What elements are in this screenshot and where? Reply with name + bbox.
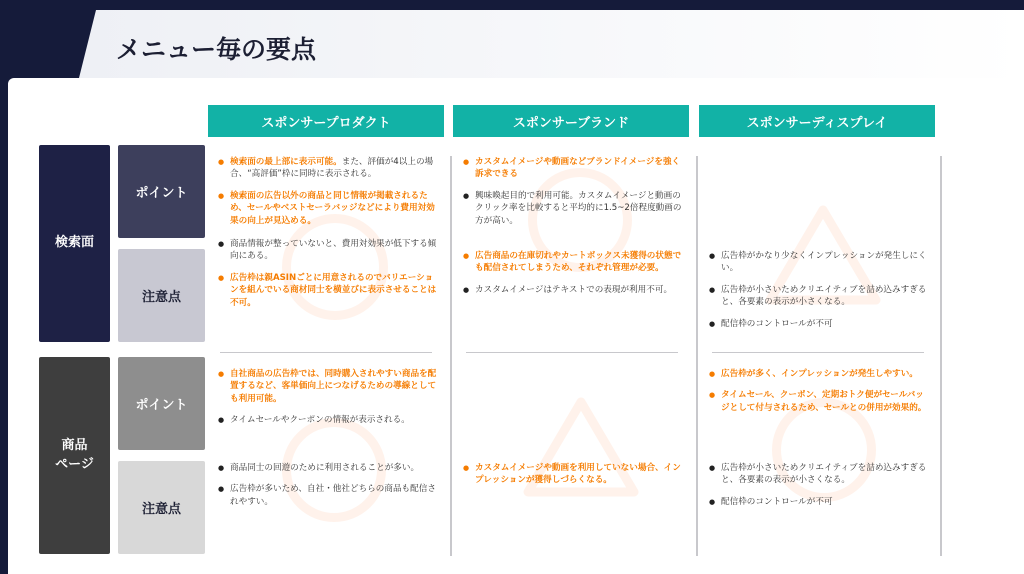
list-item: ● 広告枠が小さいためクリエイティブを詰め込みすぎると、各要素の表示が小さくなる。 bbox=[709, 284, 931, 309]
list-item: ● カスタムイメージや動画などブランドイメージを強く訴求できる bbox=[463, 156, 685, 181]
list-item: ● 広告枠が多いため、自社・他社どちらの商品も配信されやすい。 bbox=[218, 483, 440, 508]
list-item: ● 広告枠は親ASINごとに用意されるのでバリエーションを組んでいる商材同士を横並びに表示させることは不可。 bbox=[218, 272, 440, 309]
sub-label-search-caution: 注意点 bbox=[118, 249, 205, 342]
page-title: メニュー毎の要点 bbox=[116, 35, 317, 64]
row-divider bbox=[220, 352, 432, 353]
section-label-product: 商品 ページ bbox=[39, 357, 110, 554]
row-divider bbox=[466, 352, 678, 353]
column-header-sponsored-brands: スポンサーブランド bbox=[453, 105, 689, 137]
list-item: ● タイムセールやクーポンの情報が表示される。 bbox=[218, 414, 440, 426]
list-item: ● 商品情報が整っていないと、費用対効果が低下する傾向にある。 bbox=[218, 238, 440, 263]
cell-sb-search-caution bbox=[463, 250, 685, 305]
list-item: ● 興味喚起目的で利用可能。カスタムイメージと動画のクリック率を比較すると平均的に1.5~2倍程度動画の方が高い。 bbox=[463, 190, 685, 227]
cell-sb-search-point bbox=[463, 156, 685, 236]
list-item: ● 配信枠のコントロールが不可 bbox=[709, 496, 931, 508]
list-item: ● 配信枠のコントロールが不可 bbox=[709, 318, 931, 330]
column-header-sponsored-products: スポンサープロダクト bbox=[208, 105, 444, 137]
list-item: ● カスタムイメージはテキストでの表現が利用不可。 bbox=[463, 284, 685, 296]
column-header-sponsored-display: スポンサーディスプレイ bbox=[699, 105, 935, 137]
list-item: ● タイムセール、クーポン、定期おトク便がセールバッジとして付与されるため、セールとの併用が効果的。 bbox=[709, 389, 931, 414]
list-item: ● 商品同士の回遊のために利用されることが多い。 bbox=[218, 462, 440, 474]
cell-sp-search-point bbox=[218, 156, 440, 236]
column-divider bbox=[450, 156, 452, 556]
sub-label-product-caution: 注意点 bbox=[118, 461, 205, 554]
cell-sd-product-caution bbox=[709, 462, 931, 517]
cell-sp-product-point bbox=[218, 368, 440, 436]
list-item: ● 広告商品の在庫切れやカートボックス未獲得の状態でも配信されてしまうため、それぞれ管理が必要。 bbox=[463, 250, 685, 275]
sub-label-product-point: ポイント bbox=[118, 357, 205, 450]
row-divider bbox=[712, 352, 924, 353]
list-item: ● 検索面の最上部に表示可能。また、評価が4以上の場合、“高評価”枠に同時に表示される。 bbox=[218, 156, 440, 181]
section-label-search: 検索面 bbox=[39, 145, 110, 342]
list-item: ● 広告枠が多く、インプレッションが発生しやすい。 bbox=[709, 368, 931, 380]
list-item: ● 検索面の広告以外の商品と同じ情報が掲載されるため、セールやベストセーラバッジなどにより費用対効果の向上が見込める。 bbox=[218, 190, 440, 227]
cell-sp-search-caution bbox=[218, 238, 440, 318]
cell-sp-product-caution bbox=[218, 462, 440, 517]
cell-sd-search-caution bbox=[709, 250, 931, 339]
list-item: ● 広告枠がかなり少なくインプレッションが発生しにくい。 bbox=[709, 250, 931, 275]
cell-sd-product-point bbox=[709, 368, 931, 423]
column-divider bbox=[696, 156, 698, 556]
sub-label-search-point: ポイント bbox=[118, 145, 205, 238]
column-divider bbox=[940, 156, 942, 556]
list-item: ● 広告枠が小さいためクリエイティブを詰め込みすぎると、各要素の表示が小さくなる。 bbox=[709, 462, 931, 487]
cell-sb-product-caution bbox=[463, 462, 685, 496]
list-item: ● カスタムイメージや動画を利用していない場合、インプレッションが獲得しづらくなる。 bbox=[463, 462, 685, 487]
list-item: ● 自社商品の広告枠では、同時購入されやすい商品を配置するなど、客単価向上につなげるための導線としても利用可能。 bbox=[218, 368, 440, 405]
